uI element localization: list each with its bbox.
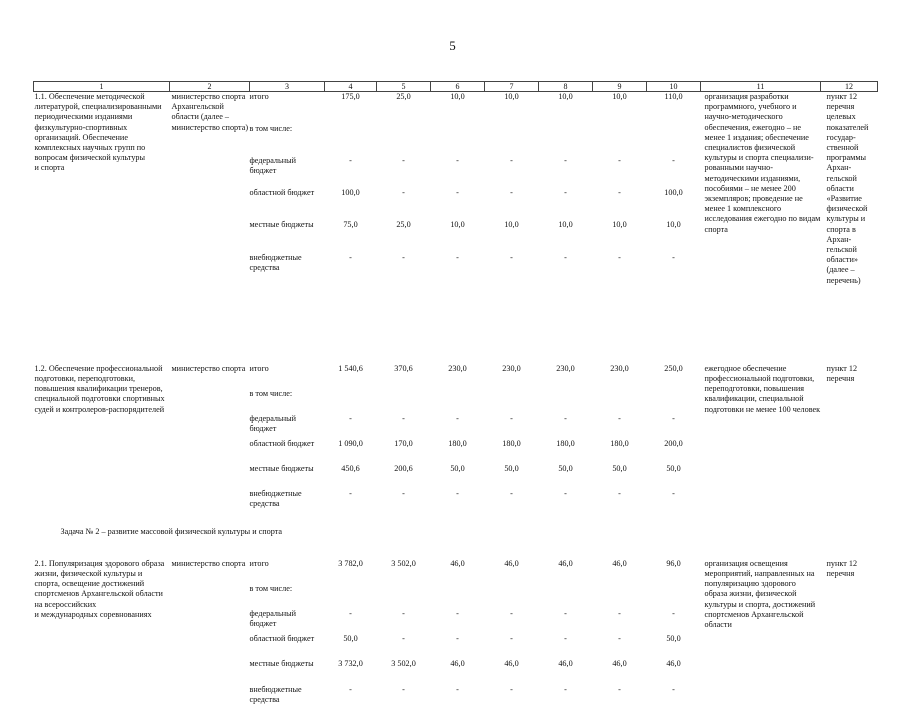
funding-value: - bbox=[672, 684, 675, 694]
spacer bbox=[34, 286, 878, 364]
funding-value: 230,0 bbox=[556, 363, 575, 373]
funding-value: 200,6 bbox=[394, 463, 413, 473]
funding-value: - bbox=[510, 684, 513, 694]
funding-value: - bbox=[618, 608, 621, 618]
column-header: 2 bbox=[170, 82, 250, 92]
funding-value: - bbox=[618, 488, 621, 498]
expected-result: организация освещения мероприятий, направленных на популяризацию здорового образа жизни, физической культуры и спорта, достижений спортсменов Архангельской области bbox=[704, 558, 816, 630]
funding-value bbox=[647, 389, 701, 414]
funding-value: 10,0 bbox=[666, 219, 681, 229]
funding-value: - bbox=[618, 252, 621, 262]
column-header: 8 bbox=[539, 82, 593, 92]
funding-value: 3 502,0 bbox=[391, 658, 416, 668]
funding-value: 180,0 bbox=[448, 438, 467, 448]
funding-value: 450,6 bbox=[341, 463, 360, 473]
responsible-executor: министерство спорта Архангельской области (далее – министерство спорта) bbox=[171, 92, 249, 132]
funding-value: - bbox=[349, 155, 352, 165]
funding-value: - bbox=[564, 684, 567, 694]
funding-source: итого bbox=[249, 363, 269, 373]
funding-value: 96,0 bbox=[666, 558, 681, 568]
funding-value: - bbox=[402, 187, 405, 197]
funding-value: - bbox=[402, 684, 405, 694]
funding-value bbox=[485, 124, 539, 156]
funding-value: - bbox=[510, 633, 513, 643]
column-header: 5 bbox=[377, 82, 431, 92]
funding-value: - bbox=[349, 413, 352, 423]
table-row bbox=[34, 92, 878, 124]
funding-value: - bbox=[510, 187, 513, 197]
funding-value: 46,0 bbox=[612, 658, 627, 668]
funding-value: - bbox=[402, 488, 405, 498]
funding-value: 46,0 bbox=[558, 558, 573, 568]
funding-value: 25,0 bbox=[396, 92, 411, 101]
row-gap bbox=[34, 286, 878, 364]
indicator-reference: пункт 12 перечня целевых показателей государ-ственной программы Архан-гельской области «Развитие физической культуры и спорта в Архан-гельской области» (далее – перечень) bbox=[826, 92, 869, 285]
funding-value: 250,0 bbox=[664, 363, 683, 373]
responsible-executor: министерство спорта bbox=[171, 363, 246, 373]
page-number: 5 bbox=[449, 38, 456, 53]
funding-value: - bbox=[618, 413, 621, 423]
funding-value bbox=[325, 389, 377, 414]
funding-source: внебюджетные средства bbox=[249, 488, 302, 509]
funding-value bbox=[431, 389, 485, 414]
funding-value: 100,0 bbox=[664, 187, 683, 197]
funding-value: 75,0 bbox=[343, 219, 358, 229]
column-header: 11 bbox=[701, 82, 821, 92]
funding-value: 110,0 bbox=[664, 92, 683, 101]
funding-value: - bbox=[456, 608, 459, 618]
table-row bbox=[34, 364, 878, 389]
funding-value: - bbox=[564, 413, 567, 423]
funding-value: 50,0 bbox=[558, 463, 573, 473]
column-header: 1 bbox=[34, 82, 170, 92]
funding-value: 3 502,0 bbox=[391, 558, 416, 568]
funding-source: федеральный бюджет bbox=[249, 155, 297, 176]
funding-value: - bbox=[456, 155, 459, 165]
funding-value bbox=[377, 584, 431, 609]
funding-value bbox=[539, 124, 593, 156]
column-header: 4 bbox=[325, 82, 377, 92]
funding-value: 100,0 bbox=[341, 187, 360, 197]
funding-value: - bbox=[349, 252, 352, 262]
funding-value: 10,0 bbox=[504, 92, 519, 101]
funding-value: - bbox=[672, 252, 675, 262]
funding-value: - bbox=[618, 187, 621, 197]
column-header: 12 bbox=[821, 82, 878, 92]
funding-value: 180,0 bbox=[610, 438, 629, 448]
funding-value bbox=[431, 124, 485, 156]
funding-value: - bbox=[672, 413, 675, 423]
funding-value: 50,0 bbox=[343, 633, 358, 643]
funding-value: - bbox=[672, 488, 675, 498]
funding-value: - bbox=[618, 684, 621, 694]
funding-value: - bbox=[564, 633, 567, 643]
funding-source: местные бюджеты bbox=[249, 463, 314, 473]
funding-value: 46,0 bbox=[666, 658, 681, 668]
table-body bbox=[34, 92, 878, 711]
funding-source: итого bbox=[249, 558, 269, 568]
funding-value bbox=[325, 124, 377, 156]
funding-value: - bbox=[564, 155, 567, 165]
measure-description: 1.1. Обеспечение методической литературой, специализированными периодическими изданиями физкультурно-спортивных организаций. Обеспечение комплексных научных групп по вопросам физической культуры и спорта bbox=[34, 92, 162, 173]
funding-value: 230,0 bbox=[502, 363, 521, 373]
funding-value: - bbox=[456, 252, 459, 262]
measure-description: 2.1. Популяризация здорового образа жизни, физической культуры и спорта, освещение достижений спортсменов Архангельской области на всероссийских и международных соревнованиях bbox=[34, 558, 165, 619]
funding-source: федеральный бюджет bbox=[249, 608, 297, 629]
funding-value: - bbox=[402, 633, 405, 643]
funding-value: - bbox=[402, 413, 405, 423]
funding-source: федеральный бюджет bbox=[249, 413, 297, 434]
funding-source: внебюджетные средства bbox=[249, 684, 302, 705]
funding-source: внебюджетные средства bbox=[249, 252, 302, 272]
task-heading: Задача № 2 – развитие массовой физической культуры и спорта bbox=[60, 526, 283, 536]
expected-result: ежегодное обеспечение профессиональной подготовки, переподготовки, повышения квалификации, специальной подготовки не менее 100 человек bbox=[704, 363, 821, 414]
funding-value: - bbox=[672, 155, 675, 165]
responsible-executor: министерство спорта bbox=[171, 558, 246, 568]
funding-value: 180,0 bbox=[556, 438, 575, 448]
funding-value: 3 782,0 bbox=[338, 558, 363, 568]
funding-source: итого bbox=[249, 92, 269, 101]
funding-value: - bbox=[456, 488, 459, 498]
funding-value bbox=[377, 389, 431, 414]
funding-value: 46,0 bbox=[612, 558, 627, 568]
funding-value: - bbox=[402, 252, 405, 262]
funding-value: 50,0 bbox=[612, 463, 627, 473]
funding-value: - bbox=[564, 187, 567, 197]
funding-value: - bbox=[618, 633, 621, 643]
funding-value bbox=[485, 389, 539, 414]
funding-value bbox=[593, 389, 647, 414]
funding-value: 10,0 bbox=[612, 92, 627, 101]
funding-value: 10,0 bbox=[504, 219, 519, 229]
funding-value: 230,0 bbox=[610, 363, 629, 373]
indicator-reference: пункт 12 перечня bbox=[826, 558, 858, 579]
funding-source: в том числе: bbox=[249, 583, 293, 593]
funding-value: 46,0 bbox=[558, 658, 573, 668]
funding-value: 50,0 bbox=[666, 633, 681, 643]
funding-source: областной бюджет bbox=[249, 438, 315, 448]
funding-value: - bbox=[564, 608, 567, 618]
funding-value: 50,0 bbox=[450, 463, 465, 473]
funding-value: 200,0 bbox=[664, 438, 683, 448]
funding-value: 10,0 bbox=[450, 219, 465, 229]
funding-value: 10,0 bbox=[450, 92, 465, 101]
funding-value: - bbox=[510, 488, 513, 498]
funding-value: - bbox=[564, 252, 567, 262]
funding-value bbox=[593, 584, 647, 609]
column-header: 9 bbox=[593, 82, 647, 92]
funding-value: - bbox=[456, 413, 459, 423]
funding-source: в том числе: bbox=[249, 388, 293, 398]
funding-value: - bbox=[402, 608, 405, 618]
measure-description: 1.2. Обеспечение профессиональной подготовки, переподготовки, повышения квалификации тренеров, специальной подготовки спортивных судей и контролеров-распорядителей bbox=[34, 363, 165, 414]
funding-value: 1 090,0 bbox=[338, 438, 363, 448]
funding-value bbox=[647, 584, 701, 609]
funding-value: - bbox=[349, 608, 352, 618]
funding-value: 175,0 bbox=[341, 92, 360, 101]
funding-value: - bbox=[349, 488, 352, 498]
funding-value: - bbox=[672, 608, 675, 618]
funding-value: 10,0 bbox=[558, 92, 573, 101]
funding-value: 50,0 bbox=[666, 463, 681, 473]
funding-value bbox=[647, 124, 701, 156]
funding-value: 3 732,0 bbox=[338, 658, 363, 668]
funding-value: - bbox=[618, 155, 621, 165]
funding-value: 1 540,6 bbox=[338, 363, 363, 373]
funding-value: 46,0 bbox=[450, 558, 465, 568]
column-header: 10 bbox=[647, 82, 701, 92]
column-header: 6 bbox=[431, 82, 485, 92]
table-row bbox=[34, 559, 878, 584]
funding-value: 170,0 bbox=[394, 438, 413, 448]
funding-value: - bbox=[349, 684, 352, 694]
funding-value: - bbox=[510, 155, 513, 165]
funding-value bbox=[325, 584, 377, 609]
funding-value bbox=[431, 584, 485, 609]
funding-value bbox=[539, 389, 593, 414]
funding-source: в том числе: bbox=[249, 123, 293, 133]
funding-source: местные бюджеты bbox=[249, 219, 314, 229]
funding-source: местные бюджеты bbox=[249, 658, 314, 668]
indicator-reference: пункт 12 перечня bbox=[826, 363, 858, 384]
funding-value: - bbox=[510, 608, 513, 618]
funding-value: 46,0 bbox=[450, 658, 465, 668]
funding-value: - bbox=[456, 684, 459, 694]
program-table bbox=[33, 81, 878, 711]
funding-value: 46,0 bbox=[504, 658, 519, 668]
funding-value bbox=[377, 124, 431, 156]
funding-value: 50,0 bbox=[504, 463, 519, 473]
funding-source: областной бюджет bbox=[249, 633, 315, 643]
column-header: 3 bbox=[250, 82, 325, 92]
funding-value: 25,0 bbox=[396, 219, 411, 229]
funding-value: 370,6 bbox=[394, 363, 413, 373]
funding-value bbox=[593, 124, 647, 156]
funding-value: - bbox=[564, 488, 567, 498]
task-heading-row bbox=[34, 514, 878, 553]
column-header: 7 bbox=[485, 82, 539, 92]
funding-value: 180,0 bbox=[502, 438, 521, 448]
funding-value bbox=[539, 584, 593, 609]
funding-value: - bbox=[402, 155, 405, 165]
funding-source: областной бюджет bbox=[249, 187, 315, 197]
funding-value: 230,0 bbox=[448, 363, 467, 373]
funding-value: - bbox=[456, 633, 459, 643]
funding-value: - bbox=[510, 252, 513, 262]
column-number-header bbox=[34, 82, 878, 92]
expected-result: организация разработки программного, учебного и научно-методического обеспечения, ежегодно – не менее 1 издания; обеспечение специалистов физической культуры и спорта специализи-рованными научно-методическими изданиями, пособиями – не менее 200 экземпляров; проведение не менее 1 комплексного исследования ежегодно по видам спорта bbox=[704, 92, 821, 234]
funding-value: 46,0 bbox=[504, 558, 519, 568]
funding-value: - bbox=[456, 187, 459, 197]
funding-value: 10,0 bbox=[558, 219, 573, 229]
funding-value bbox=[485, 584, 539, 609]
funding-value: - bbox=[510, 413, 513, 423]
funding-value: 10,0 bbox=[612, 219, 627, 229]
